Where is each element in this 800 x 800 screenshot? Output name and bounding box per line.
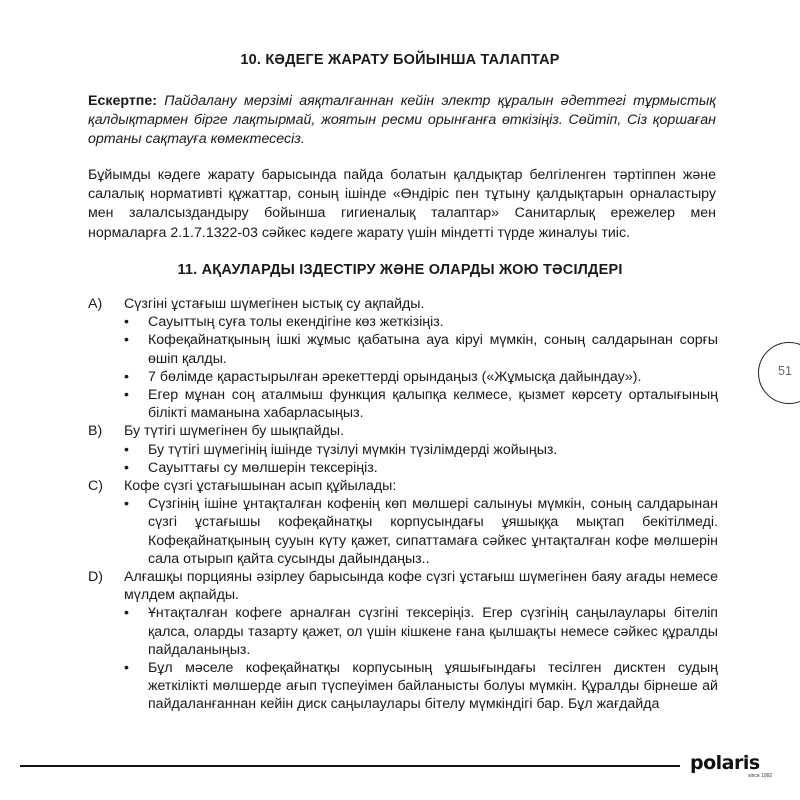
page-number-badge	[758, 342, 800, 404]
item-title: Бу түтігі шүмегінен бу шықпайды.	[124, 423, 345, 440]
troubleshooting-item-a	[88, 295, 718, 422]
list-item: • Бұл мәселе кофеқайнатқы корпусының ұяшығындағы тесілген дисктен судың жеткілікті мөлшерде ағып түспеуімен байланысты болуы мүмкін. Құралды бірнеше ай пайдаланғаннан кейін диск саңылаулары бітелу мүмкіндігі бар. Бұл жағдайда	[124, 660, 718, 713]
list-item: • Сауыттағы су мөлшерін тексеріңіз.	[124, 459, 378, 476]
list-item: • Ұнтақталған кофеге арналған сүзгіні тексеріңіз. Егер сүзгінің саңылаулары бітеліп қалса, оларды тазарту қажет, ол үшін кішкене ғана қылшақты немесе сәйкес құралды пайдаланыңыз.	[124, 605, 718, 658]
item-title: Алғашқы порцияны әзірлеу барысында кофе сүзгі ұстағыш шүмегінен баяу ағады немесе мүлдем ақпайды.	[124, 569, 718, 604]
item-letter: D)	[88, 569, 103, 586]
bullet-text: Кофеқайнатқының ішкі жұмыс қабатына ауа кіруі мүмкін, соның салдарынан сорғы өшіп қалды.	[148, 332, 718, 367]
troubleshooting-list	[88, 295, 718, 714]
brand-logo: polaris	[690, 752, 760, 774]
bullet-text: Егер мұнан соң аталмыш функция қалыпқа келмесе, қызмет көрсету орталығының білікті маманына хабарласыңыз.	[148, 387, 718, 422]
item-title: Сүзгіні ұстағыш шүмегінен ыстық су ақпайды.	[124, 296, 425, 312]
section-10-heading: 10. КӘДЕГЕ ЖАРАТУ БОЙЫНША ТАЛАПТАР	[240, 52, 560, 68]
bullet-text: Сауыттың суға толы екендігіне көз жеткізіңіз.	[148, 314, 444, 331]
item-letter: B)	[88, 423, 103, 440]
footer-rule	[20, 765, 680, 767]
list-item: • Егер мұнан соң аталмыш функция қалыпқа келмесе, қызмет көрсету орталығының білікті маманына хабарласыңыз.	[124, 387, 718, 422]
item-letter: A)	[88, 296, 103, 312]
note-label: Ескертпе:	[88, 93, 157, 109]
note-text: Пайдалану мерзімі аяқталғаннан кейін электр құралын әдеттегі тұрмыстық қалдықтармен бірге лақтырмай, жоятын ресми орынғанға өткізіңіз. Сөйтіп, Сіз қоршаған ортаны сақтауға көмектесесіз.	[88, 93, 716, 148]
list-item: • Бу түтігі шүмегінің ішінде түзілуі мүмкін түзілімдерді жойыңыз.	[124, 441, 558, 458]
section-11-heading: 11. АҚАУЛАРДЫ ІЗДЕСТІРУ ЖӘНЕ ОЛАРДЫ ЖОЮ ТӘСІЛДЕРІ	[177, 262, 623, 278]
troubleshooting-item-d	[88, 568, 718, 714]
list-item: • Кофеқайнатқының ішкі жұмыс қабатына ауа кіруі мүмкін, соның салдарынан сорғы өшіп қалды.	[124, 332, 718, 367]
bullet-text: Сауыттағы су мөлшерін тексеріңіз.	[148, 459, 378, 476]
bullet-text: Бұл мәселе кофеқайнатқы корпусының ұяшығындағы тесілген дисктен судың жеткілікті мөлшерде ағып түспеуімен байланысты болуы мүмкін. Құралды бірнеше ай пайдаланғаннан кейін диск саңылаулары бітелу мүмкіндігі бар. Бұл жағдайда	[148, 660, 718, 713]
bullet-text: Сүзгінің ішіне ұнтақталған кофенің көп мөлшері салынуы мүмкін, соның салдарынан сүзгі ұстағышы кофеқайнатқы корпусындағы ұяшыққа мықтап бекітілмеді. Кофеқайнатқының сууын күту қажет, сипаттамаға сәйкес ұнтақталған кофе мөлшерін сала отырып қайта сусынды дайындаңыз..	[148, 496, 718, 567]
disposal-paragraph: Бұйымды кәдеге жарату барысында пайда болатын қалдықтар белгіленген тәртіппен және салалық нормативті құжаттар, соның ішінде «Өндіріс пен тұтыну қалдықтарын орналастыру мен залалсыздандыру бойынша гигиеналық талаптар» Санитарлық ережелер мен нормаларға 2.1.7.1322-03 сәйкес кәдеге жарату үшін міндетті түрде жиналуы тиіс.	[88, 167, 716, 241]
brand-since: since 1992	[748, 773, 773, 779]
bullet-text: 7 бөлімде қарастырылған әрекеттерді орындаңыз («Жұмысқа дайындау»).	[148, 368, 642, 385]
note-paragraph	[88, 92, 716, 150]
page-number: 51	[778, 364, 792, 378]
list-item: • Сауыттың суға толы екендігіне көз жеткізіңіз.	[124, 314, 444, 331]
bullet-text: Ұнтақталған кофеге арналған сүзгіні тексеріңіз. Егер сүзгінің саңылаулары бітеліп қалса, оларды тазарту қажет, ол үшін кішкене ғана қылшақты немесе сәйкес құралды пайдаланыңыз.	[148, 605, 718, 658]
list-item: • 7 бөлімде қарастырылған әрекеттерді орындаңыз («Жұмысқа дайындау»).	[124, 368, 642, 385]
list-item: • Сүзгінің ішіне ұнтақталған кофенің көп мөлшері салынуы мүмкін, соның салдарынан сүзгі ұстағышы кофеқайнатқы корпусындағы ұяшыққа мықтап бекітілмеді. Кофеқайнатқының сууын күту қажет, сипаттамаға сәйкес ұнтақталған кофе мөлшерін сала отырып қайта сусынды дайындаңыз..	[124, 496, 718, 567]
item-title: Кофе сүзгі ұстағышынан асып құйылады:	[124, 478, 397, 495]
item-letter: C)	[88, 478, 103, 495]
troubleshooting-item-c	[88, 477, 718, 568]
troubleshooting-item-b	[88, 422, 718, 477]
bullet-text: Бу түтігі шүмегінің ішінде түзілуі мүмкін түзілімдерді жойыңыз.	[148, 441, 558, 458]
